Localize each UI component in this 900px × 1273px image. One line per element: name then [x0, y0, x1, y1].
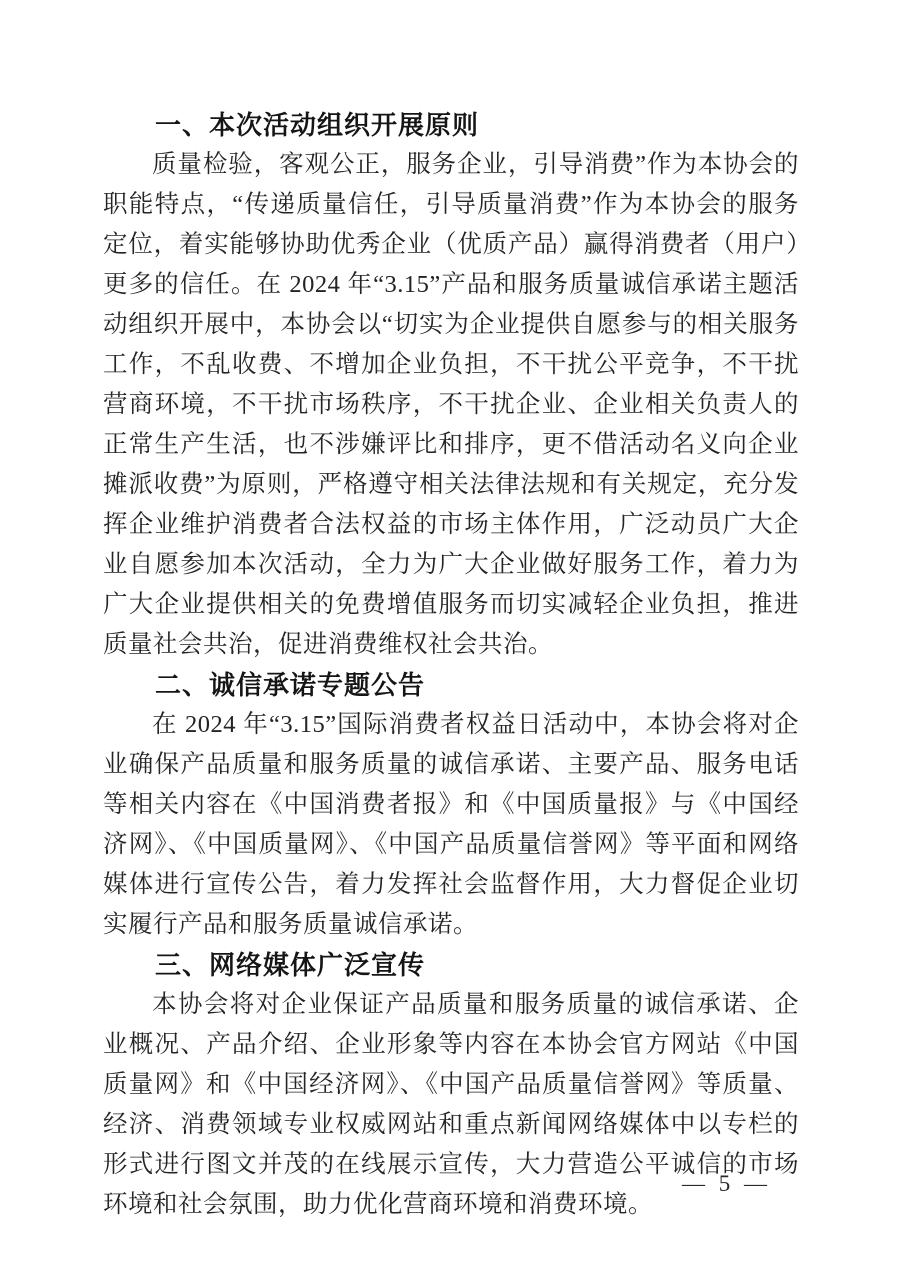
section-1-paragraph: 质量检验，客观公正，服务企业，引导消费”作为本协会的职能特点，“传递质量信任，引导质量消费”作为本协会的服务定位，着实能够协助优秀企业（优质产品）赢得消费者（用户）更多的信任。在 2024 年“3.15”产品和服务质量诚信承诺主题活动组织开展中，本协会以“切实为企业提供自愿参与的相关服务工作，不乱收费、不增加企业负担，不干扰公平竞争，不干扰营商环境，不干扰市场秩序，不干扰企业、企业相关负责人的正常生产生活，也不涉嫌评比和排序，更不借活动名义向企业摊派收费”为原则，严格遵守相关法律法规和有关规定，充分发挥企业维护消费者合法权益的市场主体作用，广泛动员广大企业自愿参加本次活动，全力为广大企业做好服务工作，着力为广大企业提供相关的免费增值服务而切实减轻企业负担，推进质量社会共治，促进消费维权社会共治。	[103, 151, 799, 658]
section-2-paragraph: 在 2024 年“3.15”国际消费者权益日活动中，本协会将对企业确保产品质量和服务质量的诚信承诺、主要产品、服务电话等相关内容在《中国消费者报》和《中国质量报》与《中国经济网》、《中国质量网》、《中国产品质量信誉网》等平面和网络媒体进行宣传公告，着力发挥社会监督作用，大力督促企业切实履行产品和服务质量诚信承诺。	[103, 711, 799, 938]
page-number: — 5 —	[682, 1171, 767, 1196]
section-3-heading: 三、网络媒体广泛宣传	[155, 950, 426, 980]
document-content	[103, 105, 799, 1225]
section-3-paragraph: 本协会将对企业保证产品质量和服务质量的诚信承诺、企业概况、产品介绍、企业形象等内容在本协会官方网站《中国质量网》和《中国经济网》、《中国产品质量信誉网》等质量、经济、消费领域专业权威网站和重点新闻网络媒体中以专栏的形式进行图文并茂的在线展示宣传，大力营造公平诚信的市场环境和社会氛围，助力优化营商环境和消费环境。	[103, 991, 799, 1218]
section-2-heading: 二、诚信承诺专题公告	[155, 670, 426, 700]
section-1-heading: 一、本次活动组织开展原则	[155, 110, 480, 140]
section-integrity-announcement	[103, 665, 799, 945]
section-activity-principles	[103, 105, 799, 665]
